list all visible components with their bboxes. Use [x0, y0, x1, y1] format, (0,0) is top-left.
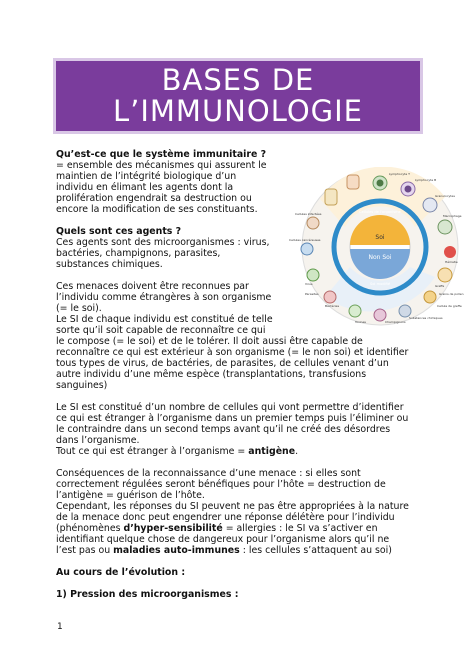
- cellules-line-5-post: .: [295, 446, 299, 457]
- evolution-heading: Au cours de l’évolution :: [56, 567, 186, 578]
- consequences-line-6-post: = allergies : le SI va s’activer en: [222, 523, 378, 534]
- menaces-line-9: autre individu d’une même espèce (transplantations, transfusions: [56, 369, 367, 380]
- label-infected-cells: Cellules infectées: [295, 212, 322, 216]
- intro-def-2: maintien de l’intégrité biologique d’un: [56, 171, 237, 182]
- consequences-line-7: identifiant quelque chose de dangereux pour l’organisme alors qu’il ne: [56, 534, 390, 545]
- label-cancer-cells: Cellules cancéreuses: [289, 238, 321, 242]
- consequences-line-5: de la menace donc peut engendrer une réponse délétère pour l’individu: [56, 512, 395, 523]
- lymphocyte-t-nucleus-icon: [377, 180, 384, 187]
- menaces-line-6: le compose (= le soi) et de le tolérer. Il doit aussi être capable de: [56, 336, 363, 347]
- title-banner: [53, 58, 423, 134]
- label-lymphocyte-b: Lymphocyte B: [415, 178, 437, 182]
- menaces-line-5: sorte qu’il soit capable de reconnaître ce qui: [56, 325, 266, 336]
- soi-label: Soi: [375, 234, 385, 241]
- agents-question: Quels sont ces agents ?: [56, 226, 182, 237]
- consequences-line-8-post: : les cellules s’attaquent au soi): [239, 545, 392, 556]
- label-chemicals: Substances chimiques: [409, 316, 443, 320]
- label-champignons: Champignons: [385, 320, 406, 324]
- lymphocyte-b-nucleus-icon: [405, 186, 412, 193]
- agents-line-1: Ces agents sont des microorganismes : virus,: [56, 237, 270, 248]
- consequences-line-6-pre: (phénomènes: [56, 523, 124, 534]
- page-number: 1: [57, 622, 63, 632]
- intro-def-4: prolifération engendrait sa destruction ou: [56, 193, 252, 204]
- consequences-line-6: [56, 523, 378, 534]
- cellules-line-5: [56, 446, 298, 457]
- intro-def-1: = ensemble des mécanismes qui assurent le: [56, 160, 267, 171]
- cellules-line-4: dans l’organisme.: [56, 435, 140, 446]
- ring-label: Cellules de l'organisme: [359, 210, 401, 214]
- pollen-icon: [424, 291, 436, 303]
- label-virus: Virus: [305, 282, 313, 286]
- auto-immune-term: maladies auto-immunes: [113, 545, 240, 556]
- menaces-line-8: tous types de virus, de bactéries, de parasites, de cellules venant d’un: [56, 358, 389, 369]
- menaces-line-7: reconnaître ce qui est extérieur à son organisme (= le non soi) et identifier: [56, 347, 409, 358]
- cellules-line-1: Le SI est constitué d’un nombre de cellules qui vont permettre d’identifier: [56, 402, 404, 413]
- parasite-icon: [324, 291, 336, 303]
- evolution-subheading-1: 1) Pression des microorganismes :: [56, 589, 239, 600]
- hematie-icon: [444, 246, 456, 258]
- menaces-line-1: Ces menaces doivent être reconnues par: [56, 281, 249, 292]
- agents-line-2: bactéries, champignons, parasites,: [56, 248, 221, 259]
- menaces-line-10: sanguines): [56, 380, 108, 391]
- immune-system-diagram: [285, 167, 465, 327]
- cellules-line-5-pre: Tout ce qui est étranger à l’organisme =: [56, 446, 249, 457]
- cancer-cell-icon: [301, 243, 313, 255]
- label-bacteries: Bactéries: [325, 304, 340, 308]
- consequences-line-8-pre: l’est pas ou: [56, 545, 114, 556]
- label-greffe: Greffe: [435, 284, 445, 288]
- title-line-1: BASES DE: [161, 63, 315, 97]
- soi-modifie-label: Soi modifié: [369, 282, 391, 286]
- cellules-line-3: le contraindre dans un second temps avant qu’il ne créé des désordres: [56, 424, 391, 435]
- macrophage-icon: [438, 220, 452, 234]
- consequences-line-1: Conséquences de la reconnaissance d’une menace : si elles sont: [56, 468, 361, 479]
- intro-def-3: individu en élimant les agents dont la: [56, 182, 234, 193]
- label-pollen: Grains de pollen: [439, 292, 464, 296]
- nonsoi-label: Non Soi: [368, 254, 392, 261]
- label-macrophage: Macrophage: [443, 214, 462, 218]
- label-parasites: Parasites: [305, 292, 319, 296]
- label-lymphocyte-t: Lymphocyte T: [389, 172, 410, 176]
- consequences-line-2: correctement régulées seront bénéfiques pour l’hôte = destruction de: [56, 479, 386, 490]
- menaces-line-3: (= le soi).: [56, 303, 102, 314]
- intro-question: Qu’est-ce que le système immunitaire ?: [56, 149, 267, 160]
- virus-icon: [307, 269, 319, 281]
- label-hematie: Hématie: [445, 260, 458, 264]
- label-greffe-cell: Cellule de greffe: [437, 304, 462, 308]
- menaces-line-2: l’individu comme étrangères à son organisme: [56, 292, 272, 303]
- consequences-line-4: Cependant, les réponses du SI peuvent ne pas être appropriées à la nature: [56, 501, 409, 512]
- granulocyte-icon: [423, 198, 437, 212]
- intro-def-5: encore la modification de ses constituants.: [56, 204, 258, 215]
- infected-cell-icon: [307, 217, 319, 229]
- agents-line-3: substances chimiques.: [56, 259, 163, 270]
- toxin-icon: [349, 305, 361, 317]
- consequences-line-3: l’antigène = guérison de l’hôte.: [56, 490, 205, 501]
- epithelial-cell-icon: [347, 175, 359, 189]
- antigene-term: antigène: [248, 446, 296, 457]
- hypersensibilite-term: d’hyper-sensibilité: [123, 523, 223, 534]
- label-toxines: Toxines: [355, 320, 366, 324]
- menaces-line-4: Le SI de chaque individu est constitué de telle: [56, 314, 273, 325]
- title-line-2: L’IMMUNOLOGIE: [112, 94, 363, 128]
- cellules-line-2: ce qui est étranger à l’organisme dans un premier temps puis l’éliminer ou: [56, 413, 409, 424]
- label-granulocytes: Granulocytes: [435, 194, 455, 198]
- consequences-line-8: [56, 545, 392, 556]
- intestinal-cell-icon: [325, 189, 337, 205]
- greffe-icon: [438, 268, 452, 282]
